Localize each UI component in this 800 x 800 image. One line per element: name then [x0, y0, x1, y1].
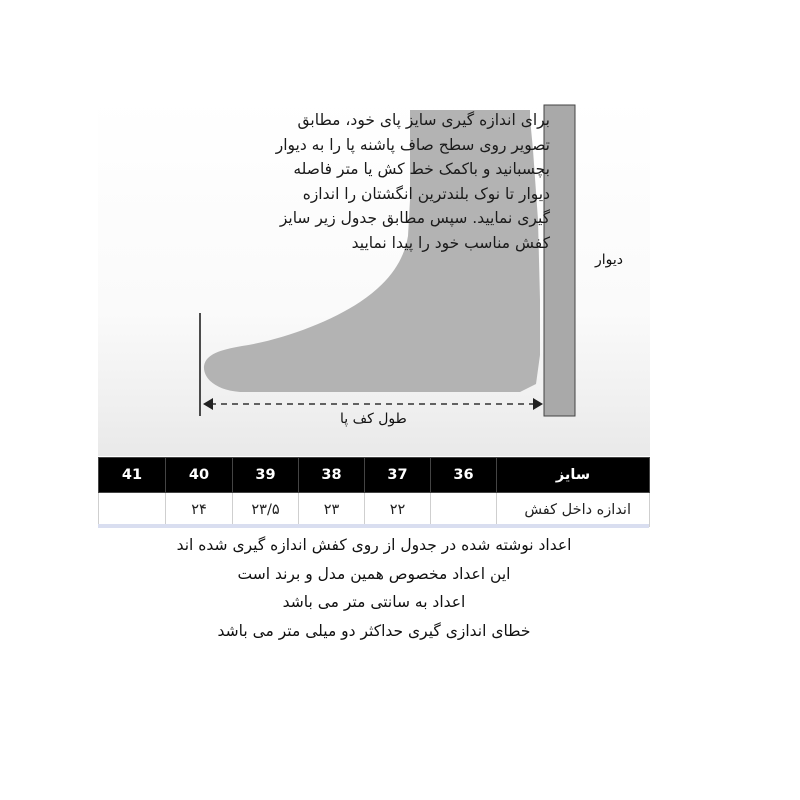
note-line: خطای اندازی گیری حداکثر دو میلی متر می باشد	[217, 621, 531, 640]
instruction-line: بچسبانید و باکمک خط کش یا متر فاصله	[293, 160, 550, 178]
instruction-line: کفش مناسب خود را پیدا نمایید	[351, 233, 550, 252]
wall-label: دیوار	[595, 252, 624, 268]
inner-length-cell	[99, 493, 166, 527]
inner-length-row	[99, 493, 650, 527]
size-cell: 38	[299, 458, 365, 493]
size-cell: 40	[166, 458, 233, 493]
inner-length-cell: ۲۳/۵	[233, 493, 299, 527]
instruction-line: برای اندازه گیری سایز پای خود، مطابق	[297, 111, 550, 129]
table-bottom-bar	[98, 524, 649, 528]
inner-length-cell: ۲۲	[365, 493, 431, 527]
inner-length-label: اندازه داخل کفش	[497, 493, 650, 527]
inner-length-cell: ۲۳	[299, 493, 365, 527]
notes	[98, 531, 650, 645]
instruction-line: تصویر روی سطح صاف پاشنه پا را به دیوار	[275, 135, 550, 154]
size-cell: 37	[365, 458, 431, 493]
size-cell: 41	[99, 458, 166, 493]
size-table	[98, 457, 650, 527]
foot-length-label: طول کف پا	[340, 411, 407, 427]
inner-length-cell: ۲۴	[166, 493, 233, 527]
inner-length-cell	[431, 493, 497, 527]
arrow-left-icon	[203, 398, 213, 410]
size-header-row	[99, 458, 650, 493]
size-cell: 39	[233, 458, 299, 493]
instruction-line: دیوار تا نوک بلندترین انگشتان را اندازه	[302, 184, 550, 203]
size-cell: 36	[431, 458, 497, 493]
instruction-text	[220, 108, 550, 255]
note-line: اعداد نوشته شده در جدول از روی کفش اندازه گیری شده اند	[176, 536, 572, 554]
instruction-line: گیری نمایید. سپس مطابق جدول زیر سایز	[279, 209, 550, 227]
arrow-right-icon	[533, 398, 543, 410]
size-header-label: سایز	[497, 458, 650, 493]
note-line: اعداد به سانتی متر می باشد	[282, 593, 466, 611]
note-line: این اعداد مخصوص همین مدل و برند است	[237, 564, 511, 583]
